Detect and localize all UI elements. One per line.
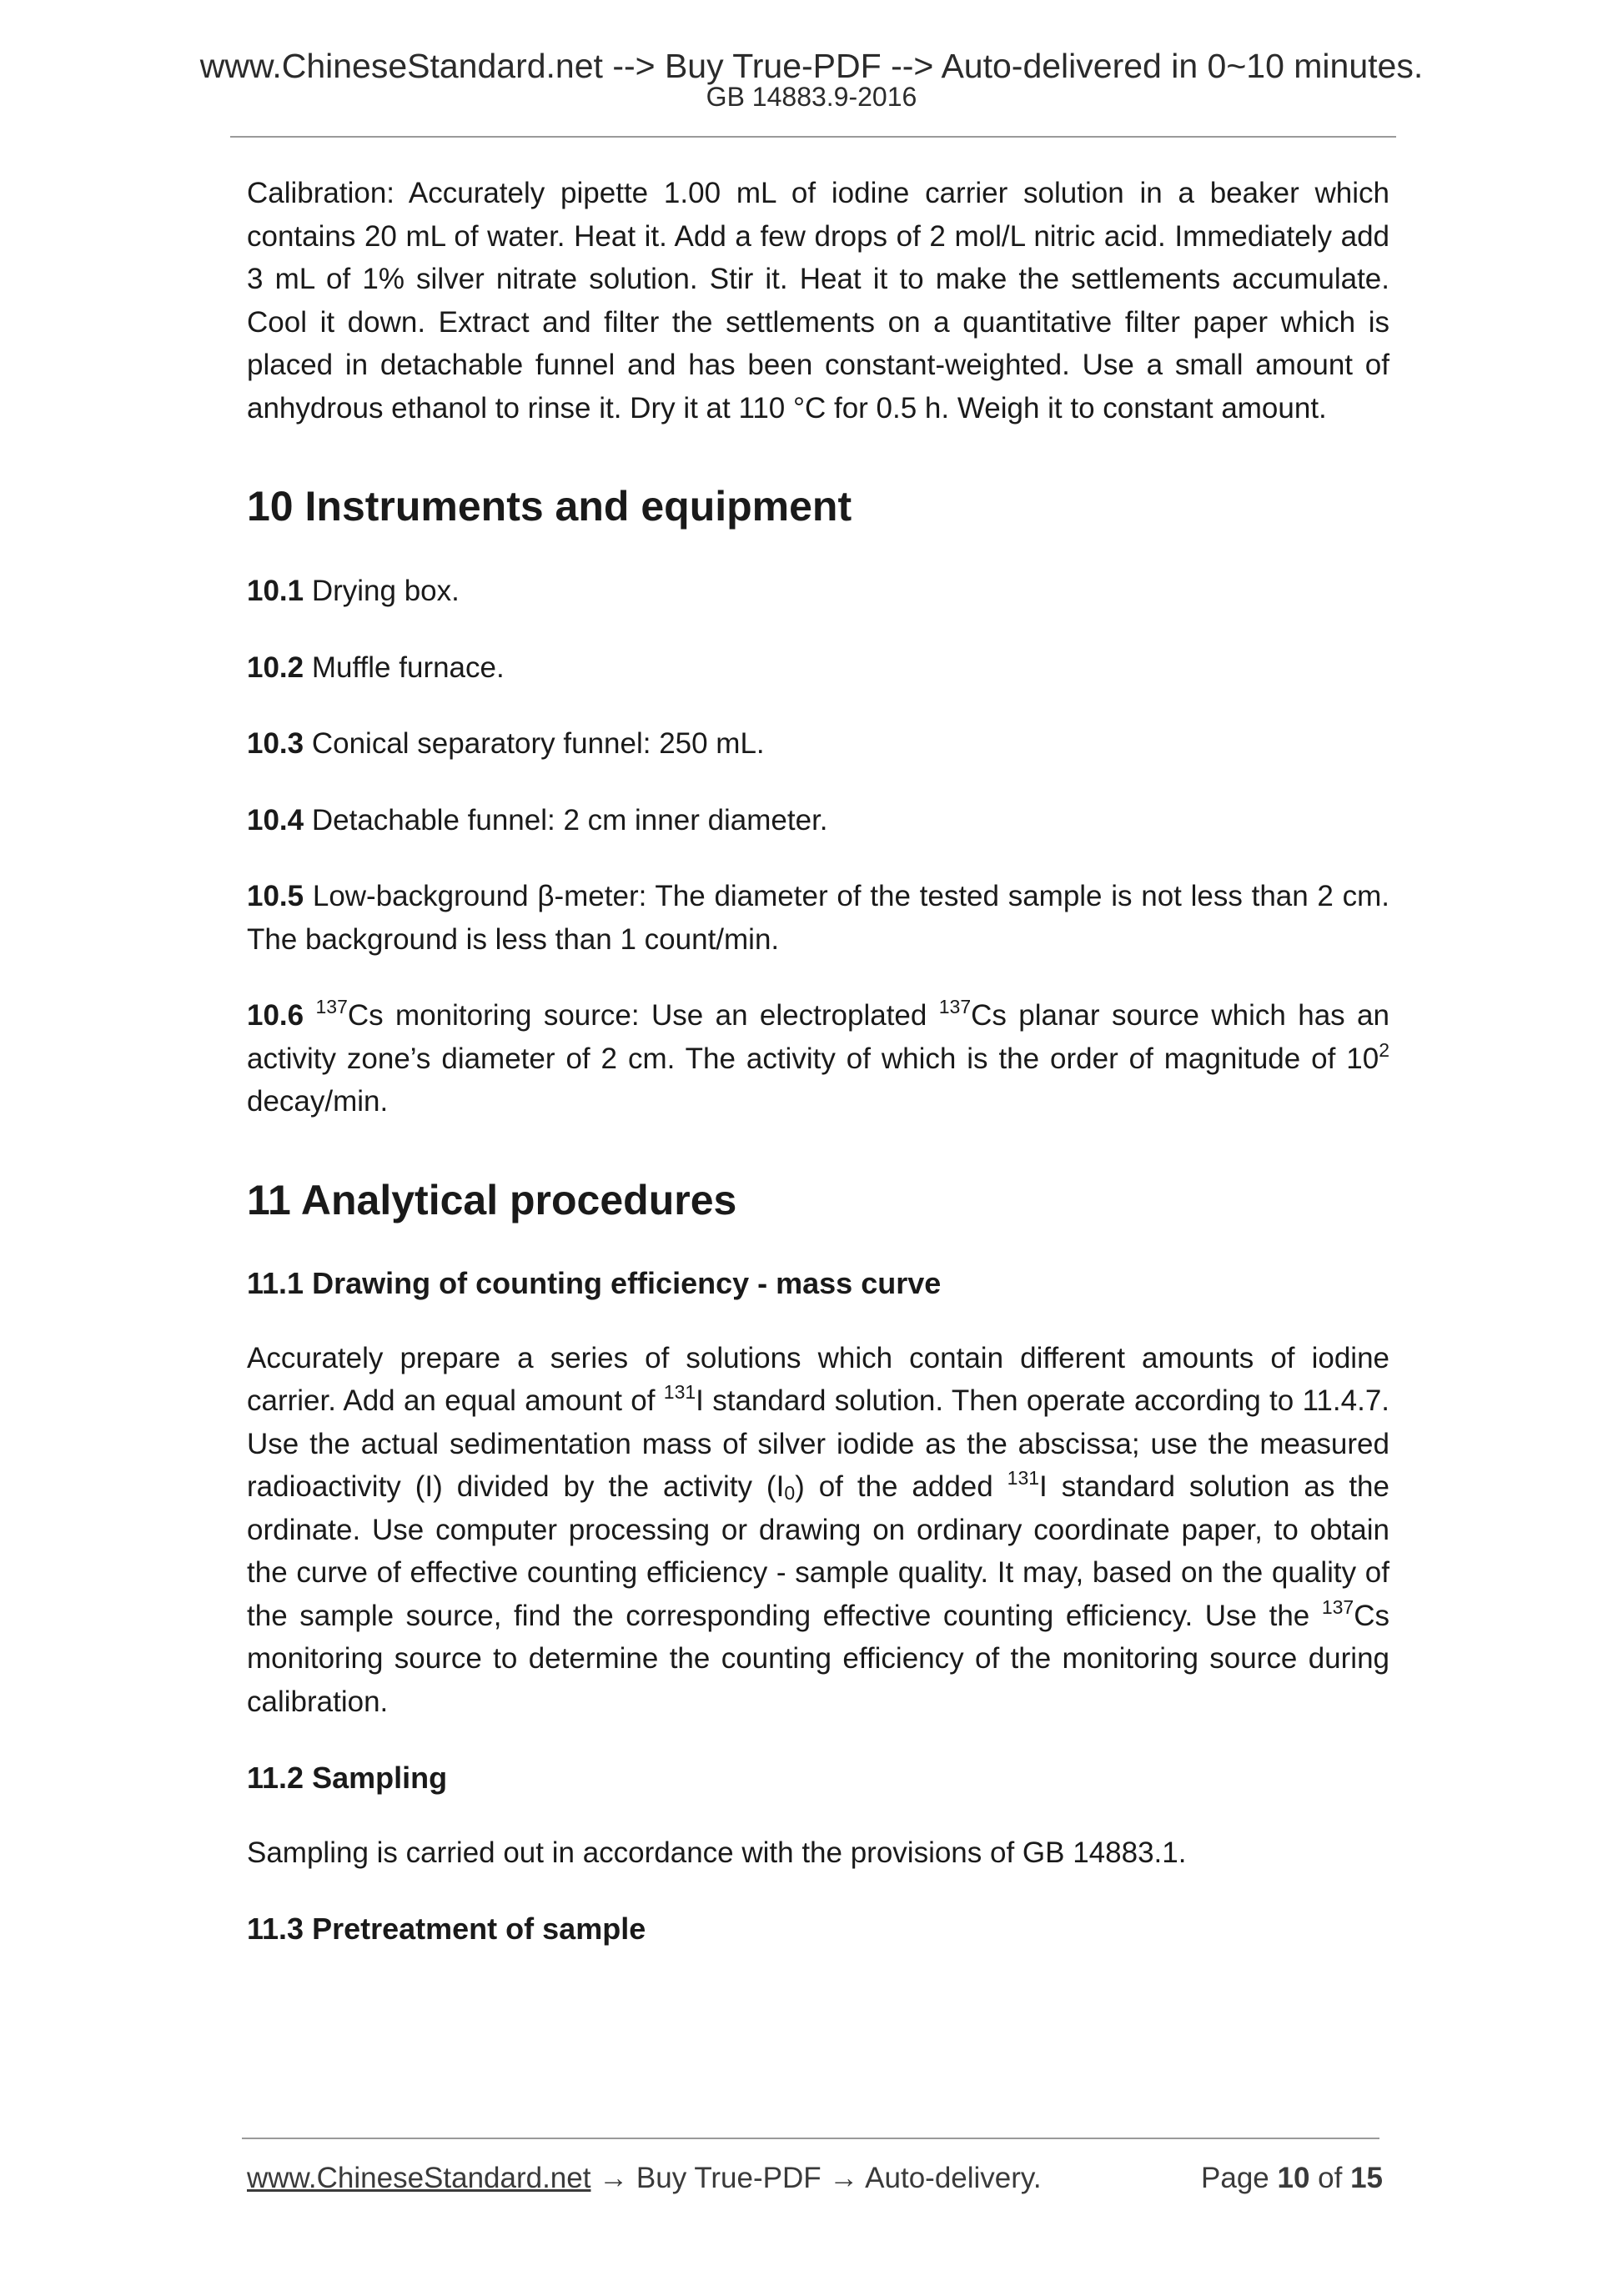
subscript: 0 — [784, 1482, 796, 1504]
page-of-label: of — [1309, 2162, 1351, 2194]
item-10-5 — [247, 875, 1389, 961]
footer-website-link[interactable]: www.ChineseStandard.net — [247, 2162, 591, 2194]
header-banner: www.ChineseStandard.net --> Buy True-PDF --> Auto-delivered in 0~10 minutes. — [199, 47, 1424, 85]
item-text: Low-background β-meter: The diameter of the tested sample is not less than 2 cm. The background is less than 1 count/min. — [247, 880, 1389, 956]
standard-number: GB 14883.9-2016 — [706, 82, 917, 112]
paragraph-text: I standard solution. Then operate according to 11.4.7. Use the actual sedimentation mass of silver iodide as the abscissa; use the measured radioactivity (I) divided by the activity (I — [247, 1384, 1390, 1503]
total-pages-number: 15 — [1350, 2162, 1383, 2194]
subsection-11-2-heading: 11.2 Sampling — [247, 1761, 448, 1795]
footer-divider — [242, 2138, 1379, 2139]
item-text: Detachable funnel: 2 cm inner diameter. — [304, 803, 828, 837]
page-indicator — [1201, 2160, 1383, 2197]
item-number: 10.3 — [247, 727, 304, 760]
exponent: 2 — [1379, 1038, 1389, 1061]
paragraph-text: I standard solution as the ordinate. Use computer processing or drawing on ordinary coordinate paper, to obtain the curve of effective counting efficiency - sample quality. It may, based on the quality of the sample source, find the corresponding effective counting efficiency. Use the — [247, 1470, 1389, 1632]
item-text: decay/min. — [247, 1085, 389, 1118]
isotope-mass-number: 137 — [315, 996, 348, 1017]
paragraph-text: Cs monitoring source to determine the counting efficiency of the monitoring source during calibration. — [247, 1599, 1389, 1718]
page-label: Page — [1201, 2162, 1278, 2194]
subsection-11-1-heading: 11.1 Drawing of counting efficiency - mass curve — [247, 1265, 942, 1300]
subsection-11-2-paragraph: Sampling is carried out in accordance with the provisions of GB 14883.1. — [247, 1836, 1187, 1869]
item-text: Drying box. — [304, 575, 460, 607]
isotope-mass-number: 137 — [938, 996, 972, 1017]
paragraph-text: Accurately prepare a series of solutions which contain different amounts of iodine carrier. Add an equal amount of — [247, 1341, 1389, 1417]
current-page-number: 10 — [1277, 2162, 1310, 2194]
isotope-mass-number: 131 — [663, 1381, 696, 1403]
isotope-mass-number: 137 — [1321, 1595, 1354, 1618]
item-10-2 — [247, 646, 1389, 690]
calibration-paragraph: Calibration: Accurately pipette 1.00 mL of iodine carrier solution in a beaker which contains 20 mL of water. Heat it. Add a few drops of 2 mol/L nitric acid. Immediately add 3 mL of 1% silver nitrate solution. Stir it. Heat it to make the settlements accumulate. Cool it down. Extract and filter the settlements on a quantitative filter paper which is placed in detachable funnel and has been constant-weighted. Use a small amount of anhydrous ethanol to rinse it. Dry it at 110 °C for 0.5 h. Weigh it to constant amount. — [247, 177, 1389, 425]
page-footer — [247, 2160, 1383, 2197]
page-content — [247, 172, 1389, 1950]
subsection-11-3-heading: 11.3 Pretreatment of sample — [247, 1911, 646, 1946]
item-number: 10.1 — [247, 575, 304, 607]
item-10-6 — [247, 994, 1389, 1123]
item-number: 10.2 — [247, 651, 304, 684]
item-10-3 — [247, 722, 1389, 766]
item-10-4 — [247, 799, 1389, 842]
isotope-mass-number: 131 — [1007, 1467, 1040, 1489]
section-10-heading: 10 Instruments and equipment — [247, 483, 852, 530]
item-number: 10.6 — [247, 999, 304, 1032]
item-number: 10.4 — [247, 803, 304, 837]
subsection-11-1-paragraph — [247, 1337, 1389, 1724]
item-text: Conical separatory funnel: 250 mL. — [304, 727, 765, 760]
paragraph-text: ) of the added — [795, 1470, 1007, 1503]
item-text: Cs monitoring source: Use an electroplated — [347, 999, 939, 1032]
item-10-1 — [247, 570, 1389, 613]
header-divider — [230, 136, 1396, 138]
item-text: Cs planar source which has an activity zone’s diameter of 2 cm. The activity of which is the order of magnitude of 10 — [247, 999, 1389, 1075]
item-number: 10.5 — [247, 880, 304, 912]
footer-tagline: → Buy True-PDF → Auto-delivery. — [590, 2162, 1042, 2194]
item-text: Muffle furnace. — [304, 651, 505, 684]
section-11-heading: 11 Analytical procedures — [247, 1176, 737, 1223]
